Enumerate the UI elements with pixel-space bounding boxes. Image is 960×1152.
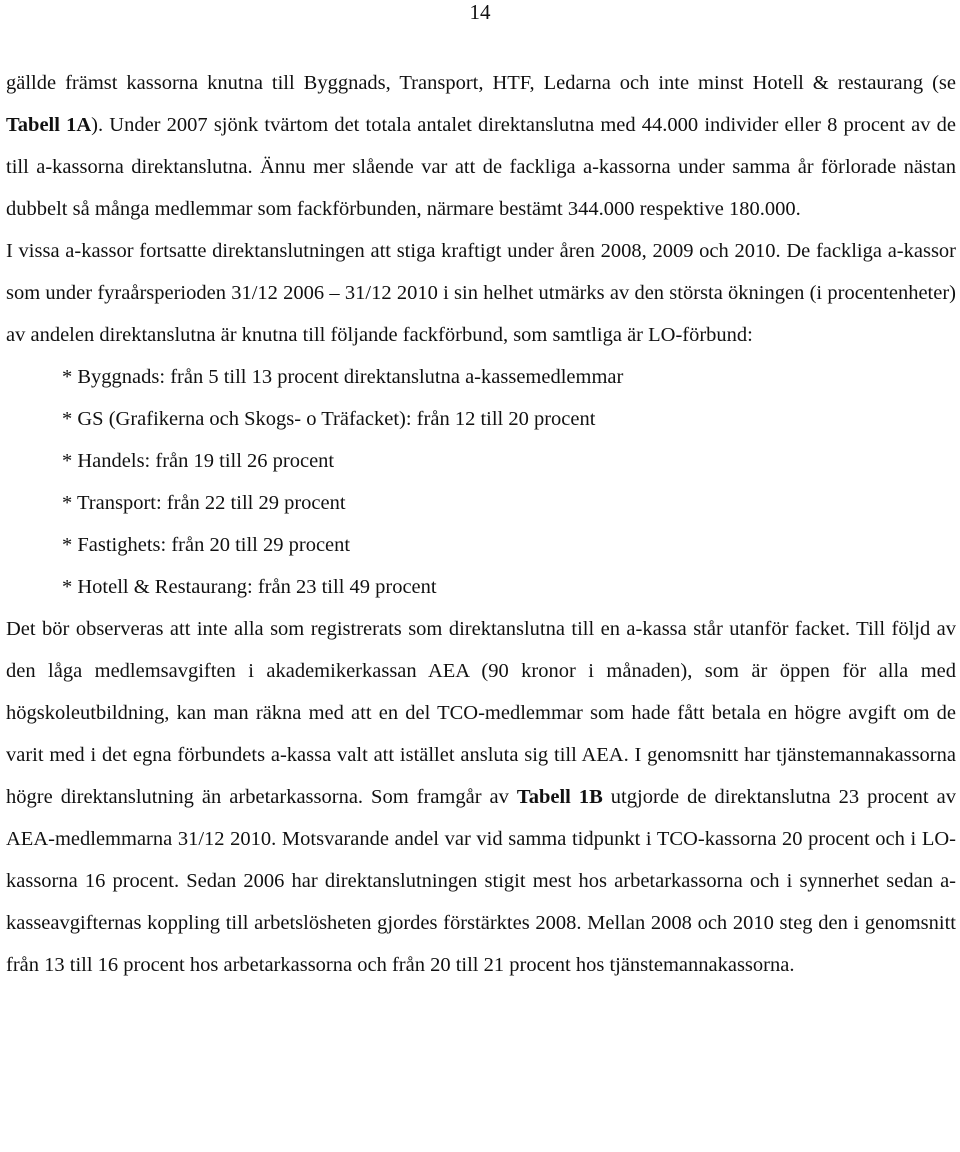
paragraph-1-text-b: ). Under 2007 sjönk tvärtom det totala antalet direktanslutna med 44.000 individer eller 8 procent av de till a-kassorna direktanslutna. Ännu mer slående var att de fackliga a-kassorna under samma år förlorade nästan dubbelt så många medlemmar som fackförbunden, närmare bestämt 344.000 respektive 180.000. — [6, 114, 956, 220]
paragraph-3-text-a: Det bör observeras att inte alla som registrerats som direktanslutna till en a-kassa står utanför facket. Till följd av den låga medlemsavgiften i akademikerkassan AEA (90 kronor i månaden), som är öppen för alla med högskoleutbildning, kan man räkna med att en del TCO-medlemmar som hade fått betala en högre avgift om de varit med i det egna förbundets a-kassa valt att istället ansluta sig till AEA. I genomsnitt har tjänstemannakassorna högre direktanslutning än arbetarkassorna. Som framgår av — [6, 618, 956, 808]
page-number: 14 — [469, 0, 491, 24]
union-list — [6, 356, 956, 608]
document-body — [6, 62, 956, 986]
list-item: * Hotell & Restaurang: från 23 till 49 procent — [62, 576, 437, 598]
paragraph-1 — [6, 62, 956, 230]
paragraph-3 — [6, 608, 956, 986]
list-item: * Handels: från 19 till 26 procent — [62, 450, 335, 472]
list-item: * Fastighets: från 20 till 29 procent — [62, 534, 351, 556]
paragraph-3-text-b: utgjorde de direktanslutna 23 procent av AEA-medlemmarna 31/12 2010. Motsvarande andel var vid samma tidpunkt i TCO-kassorna 20 procent och i LO-kassorna 16 procent. Sedan 2006 har direktanslutningen stigit mest hos arbetarkassorna och i synnerhet sedan a-kasseavgifternas koppling till arbetslösheten gjordes förstärktes 2008. Mellan 2008 och 2010 steg den i genomsnitt från 13 till 16 procent hos arbetarkassorna och från 20 till 21 procent hos tjänstemannakassorna. — [6, 786, 956, 976]
list-item: * Byggnads: från 5 till 13 procent direktanslutna a-kassemedlemmar — [62, 366, 624, 388]
list-item: * Transport: från 22 till 29 procent — [62, 492, 346, 514]
table-reference-1a: Tabell 1A — [6, 114, 92, 136]
paragraph-2: I vissa a-kassor fortsatte direktanslutningen att stiga kraftigt under åren 2008, 2009 och 2010. De fackliga a-kassor som under fyraårsperioden 31/12 2006 – 31/12 2010 i sin helhet utmärks av den största ökningen (i procentenheter) av andelen direktanslutna är knutna till följande fackförbund, som samtliga är LO-förbund: — [6, 240, 956, 346]
table-reference-1b: Tabell 1B — [516, 786, 603, 808]
list-item: * GS (Grafikerna och Skogs- o Träfacket): från 12 till 20 procent — [62, 408, 596, 430]
paragraph-1-text-a: gällde främst kassorna knutna till Byggnads, Transport, HTF, Ledarna och inte minst Hotell & restaurang (se — [6, 72, 956, 94]
